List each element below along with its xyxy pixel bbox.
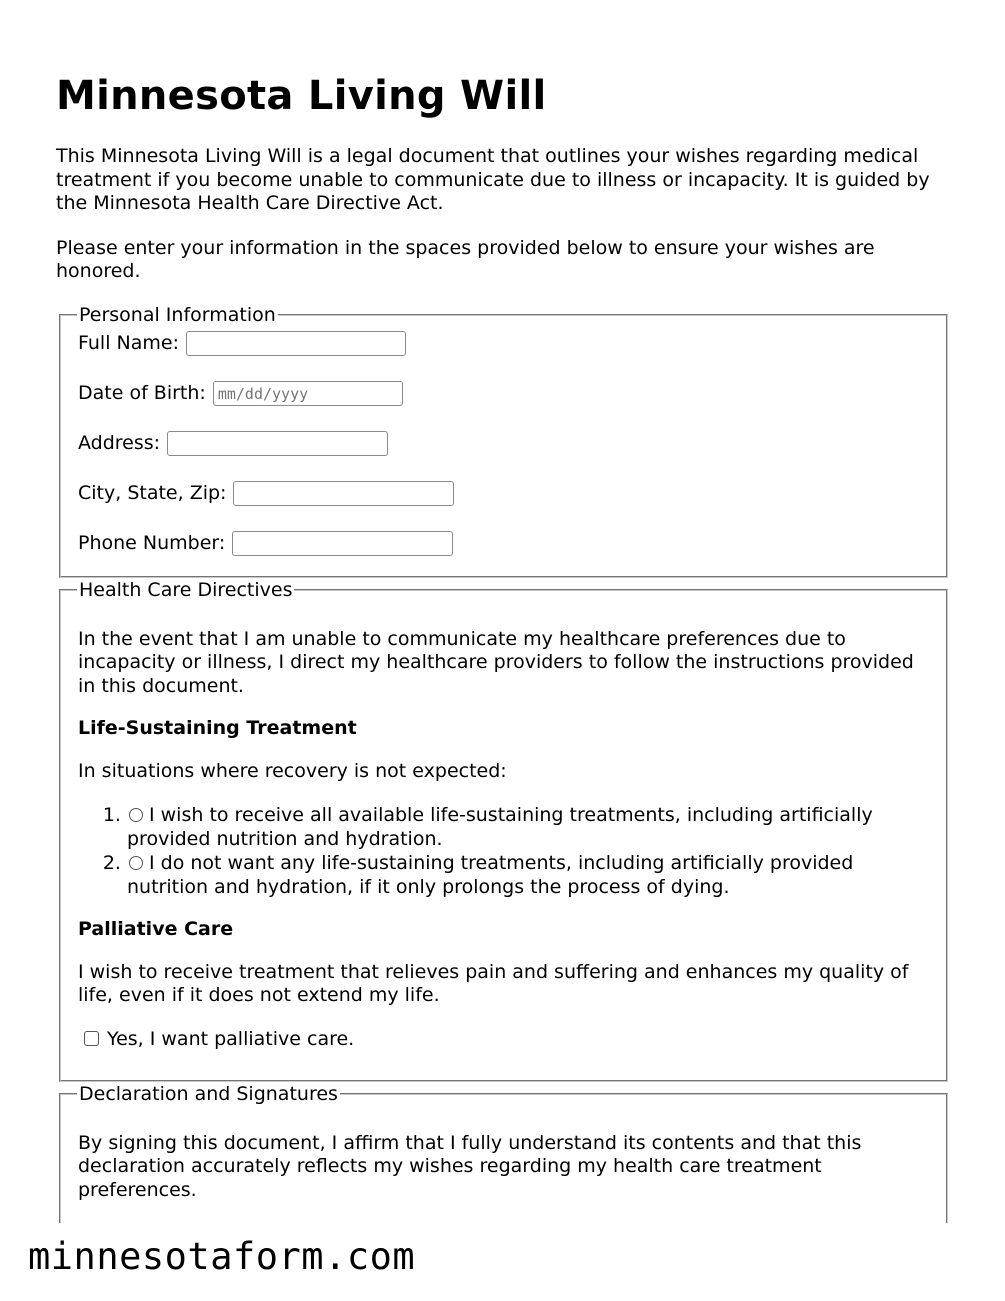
life-sustaining-options-list [78, 803, 929, 899]
declaration-signatures-legend: Declaration and Signatures [79, 1082, 338, 1105]
address-input[interactable] [167, 431, 388, 456]
instructions-paragraph: Please enter your information in the spaces provided below to ensure your wishes are honored. [56, 236, 875, 282]
health-care-directives-section [59, 579, 948, 1082]
phone-number-label: Phone Number: [78, 531, 226, 554]
personal-information-section [59, 304, 948, 578]
life-sustaining-option [127, 803, 929, 851]
intro-paragraph: This Minnesota Living Will is a legal document that outlines your wishes regarding medical treatment if you become unable to communicate due to illness or incapacity. It is guided by the Minnesota Health Care Directive Act. [56, 145, 930, 214]
document-page [56, 0, 948, 1223]
health-care-directives-legend: Health Care Directives [79, 578, 293, 601]
palliative-care-checkbox-label: Yes, I want palliative care. [107, 1027, 355, 1050]
full-name-label: Full Name: [78, 331, 179, 354]
life-sustaining-heading: Life-Sustaining Treatment [78, 717, 357, 739]
option-label: I do not want any life-sustaining treatments, including artificially provided nutrition and hydration, if it only prolongs the process of dying. [127, 852, 854, 898]
personal-information-legend: Personal Information [79, 303, 276, 326]
address-label: Address: [78, 431, 161, 454]
declaration-paragraph: By signing this document, I affirm that I fully understand its contents and that this declaration accurately reflects my wishes regarding my health care treatment preferences. [78, 1131, 862, 1201]
date-of-birth-label: Date of Birth: [78, 381, 206, 404]
phone-number-row [78, 531, 929, 557]
page-title: Minnesota Living Will [56, 73, 547, 119]
full-name-input[interactable] [186, 331, 406, 356]
palliative-care-checkbox[interactable] [84, 1031, 99, 1046]
palliative-care-row [78, 1028, 929, 1052]
life-sustaining-option [127, 851, 929, 899]
date-of-birth-row [78, 381, 929, 407]
watermark: minnesotaform.com [28, 1234, 421, 1280]
address-row [78, 431, 929, 457]
decline-treatment-radio[interactable] [129, 856, 143, 870]
phone-number-input[interactable] [232, 531, 453, 556]
palliative-care-paragraph: I wish to receive treatment that relieves pain and suffering and enhances my quality of life, even if it does not extend my life. [78, 960, 909, 1006]
declaration-signatures-section [59, 1083, 948, 1223]
full-name-row [78, 331, 929, 357]
receive-treatment-radio[interactable] [129, 808, 143, 822]
option-label: I wish to receive all available life-sustaining treatments, including artificially provided nutrition and hydration. [127, 804, 873, 850]
palliative-care-heading: Palliative Care [78, 918, 234, 940]
life-sustaining-intro: In situations where recovery is not expected: [78, 759, 507, 782]
date-of-birth-input[interactable] [213, 381, 403, 406]
city-state-zip-input[interactable] [233, 481, 454, 506]
health-intro-paragraph: In the event that I am unable to communicate my healthcare preferences due to incapacity or illness, I direct my healthcare providers to follow the instructions provided in this document. [78, 627, 914, 697]
city-state-zip-label: City, State, Zip: [78, 481, 227, 504]
city-state-zip-row [78, 481, 929, 507]
